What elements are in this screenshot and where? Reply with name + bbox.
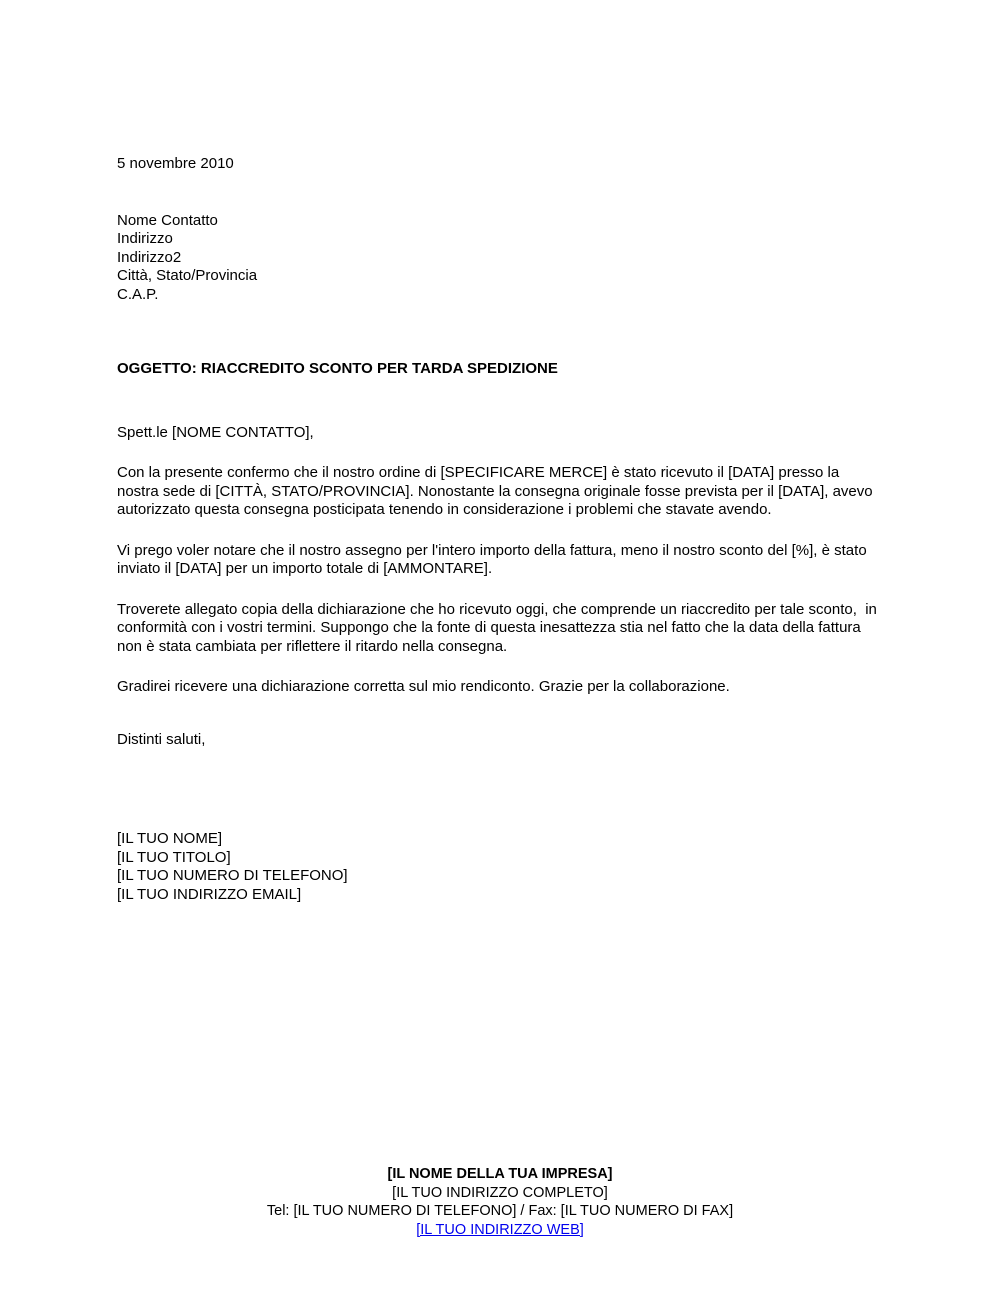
letter-date: 5 novembre 2010 — [117, 155, 234, 172]
recipient-address-line-1: Indirizzo — [117, 230, 173, 247]
footer-company-name: [IL NOME DELLA TUA IMPRESA] — [387, 1166, 613, 1182]
closing-line: Distinti saluti, — [117, 730, 206, 748]
signature-email: [IL TUO INDIRIZZO EMAIL] — [117, 885, 302, 903]
letter-body — [117, 155, 883, 749]
letter-date-block — [117, 155, 883, 174]
signature-title: [IL TUO TITOLO] — [117, 848, 231, 866]
page-footer — [0, 1165, 1000, 1239]
signature-name: [IL TUO NOME] — [117, 830, 223, 847]
recipient-name: Nome Contatto — [117, 211, 218, 229]
body-paragraph-3: Troverete allegato copia della dichiarazione che ho ricevuto oggi, che comprende un riaccredito per tale sconto, in conformità con i vostri termini. Suppongo che la fonte di questa inesattezza stia nel fatto che la data della fattura non è stata cambiata per riflettere il ritardo nella consegna. — [117, 600, 882, 655]
recipient-city-state: Città, Stato/Provincia — [117, 267, 258, 284]
subject-line: OGGETTO: RIACCREDITO SCONTO PER TARDA SPEDIZIONE — [117, 360, 558, 377]
body-paragraph-1: Con la presente confermo che il nostro ordine di [SPECIFICARE MERCE] è stato ricevuto il [DATA] presso la nostra sede di [CITTÀ, STATO/PROVINCIA]. Nonostante la consegna originale fosse prevista per il [DATA], avevo autorizzato questa consegna posticipata tenendo in considerazione i problemi che stavate avendo. — [117, 464, 877, 518]
salutation: Spett.le [NOME CONTATTO], — [117, 423, 314, 441]
body-paragraph-4: Gradirei ricevere una dichiarazione corretta sul mio rendiconto. Grazie per la collaborazione. — [117, 678, 730, 695]
recipient-address-line-2: Indirizzo2 — [117, 248, 182, 266]
footer-address: [IL TUO INDIRIZZO COMPLETO] — [392, 1184, 608, 1201]
footer-phone-fax: Tel: [IL TUO NUMERO DI TELEFONO] / Fax: [IL TUO NUMERO DI FAX] — [266, 1203, 734, 1219]
footer-website-link[interactable]: [IL TUO INDIRIZZO WEB] — [416, 1221, 584, 1238]
signature-phone: [IL TUO NUMERO DI TELEFONO] — [117, 867, 348, 884]
recipient-postal-code: C.A.P. — [117, 285, 159, 303]
signature-block — [117, 830, 717, 904]
footer-website-row — [0, 1221, 1000, 1240]
body-paragraph-2: Vi prego voler notare che il nostro assegno per l'intero importo della fattura, meno il nostro sconto del [%], è stato inviato il [DATA] per un importo totale di [AMMONTARE]. — [117, 541, 871, 577]
recipient-address-block — [117, 212, 883, 305]
